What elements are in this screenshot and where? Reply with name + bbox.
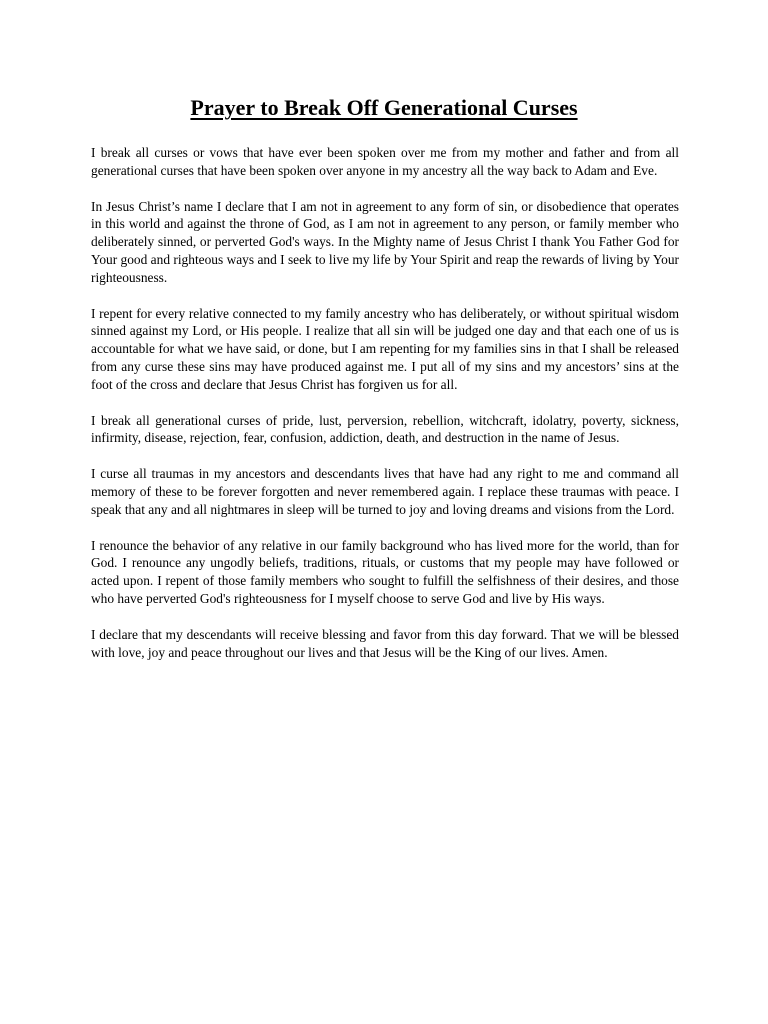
page-title: Prayer to Break Off Generational Curses [190, 95, 578, 120]
paragraph-1: I break all curses or vows that have ever been spoken over me from my mother and father and from all generational curses that have been spoken over anyone in my ancestry all the way back to Adam and Eve. [91, 145, 679, 178]
paragraph-6: I renounce the behavior of any relative in our family background who has lived more for the world, than for God. I renounce any ungodly beliefs, traditions, rituals, or customs that my people may have followed or acted upon. I repent of those family members who sought to fulfill the selfishness of their desires, and those who have perverted God's righteousness for I myself choose to serve God and live by His ways. [91, 537, 679, 606]
document-body [91, 144, 679, 679]
paragraph-4: I break all generational curses of pride, lust, perversion, rebellion, witchcraft, idolatry, poverty, sickness, infirmity, disease, rejection, fear, confusion, addiction, death, and destruction in the name of Jesus. [91, 412, 679, 446]
paragraph-5: I curse all traumas in my ancestors and descendants lives that have had any right to me and command all memory of these to be forever forgotten and never remembered again. I replace these traumas with peace. I speak that any and all nightmares in sleep will be turned to joy and loving dreams and visions from the Lord. [91, 466, 679, 517]
paragraph-2: In Jesus Christ’s name I declare that I am not in agreement to any form of sin, or disobedience that operates in this world and against the throne of God, as I am not in agreement to any person, or family member who deliberately sinned, or perverted God's ways. In the Mighty name of Jesus Christ I thank You Father God for Your good and righteous ways and I seek to live my life by Your Spirit and reap the rewards of living by Your righteousness. [91, 198, 679, 285]
paragraph-3: I repent for every relative connected to my family ancestry who has deliberately, or without spiritual wisdom sinned against my Lord, or His people. I realize that all sin will be judged one day and that each one of us is accountable for what we have said, or done, but I am repenting for my families sins in that I shall be released from any curse these sins may have produced against me. I put all of my sins and my ancestors’ sins at the foot of the cross and declare that Jesus Christ has forgiven us for all. [91, 305, 679, 392]
paragraph-7: I declare that my descendants will receive blessing and favor from this day forward. That we will be blessed with love, joy and peace throughout our lives and that Jesus will be the King of our lives. Amen. [91, 626, 679, 660]
